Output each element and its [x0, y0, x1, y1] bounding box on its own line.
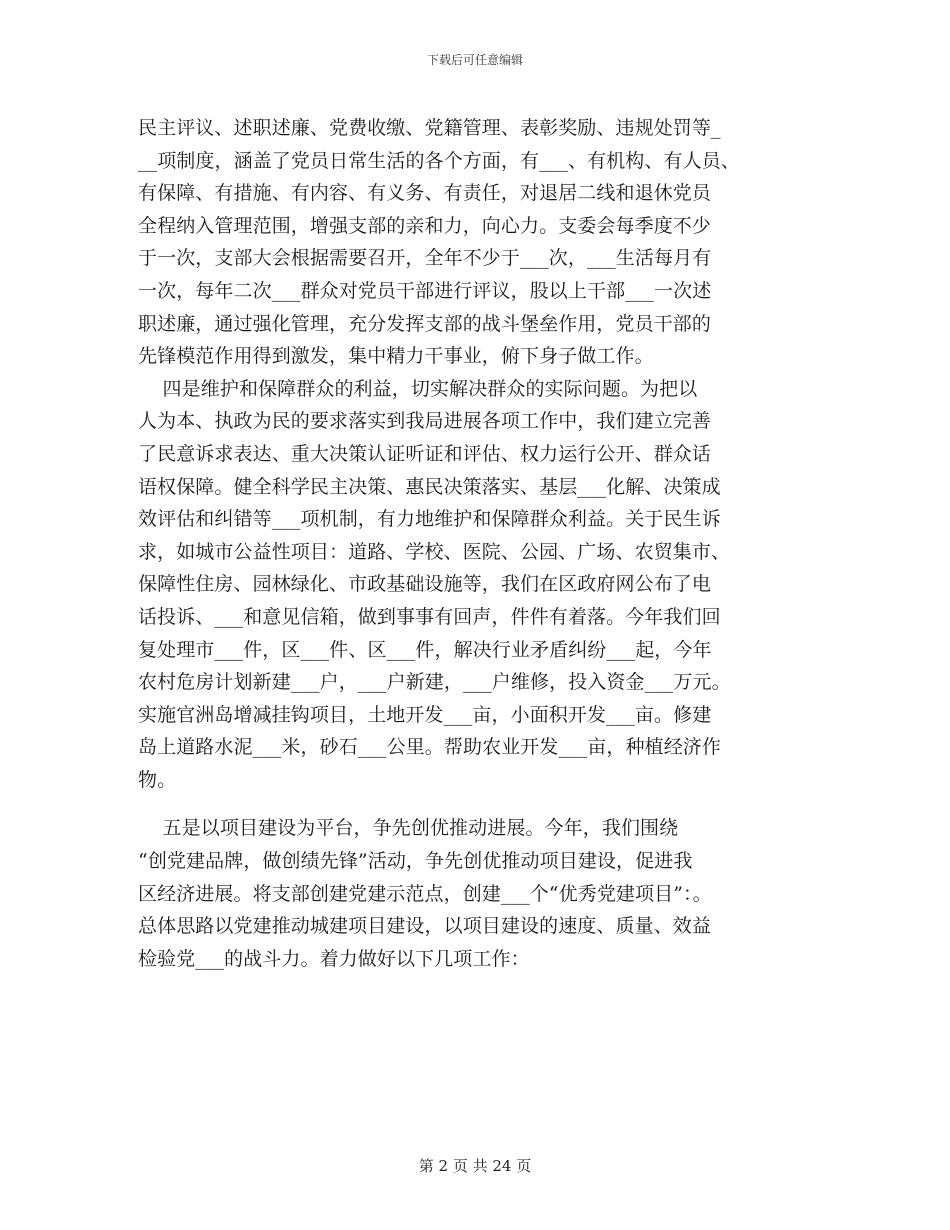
text-line: 职述廉，通过强化管理，充分发挥支部的战斗堡垒作用，党员干部的 [138, 312, 712, 335]
text-line: 话投诉、___和意见信箱，做到事事有回声，件件有着落。今年我们回 [138, 605, 721, 628]
text-line: 先锋模范作用得到激发，集中精力干事业，俯下身子做工作。 [138, 345, 654, 368]
text-line: 人为本、执政为民的要求落实到我局进展各项工作中，我们建立完善 [138, 410, 712, 433]
paragraph [138, 812, 828, 975]
text-line: 区经济进展。将支部创建党建示范点，创建___个“优秀党建项目”：。 [138, 882, 712, 905]
paragraph [138, 373, 828, 797]
text-line: 全程纳入管理范围，增强支部的亲和力，向心力。支委会每季度不少 [138, 214, 712, 237]
text-line: “创党建品牌，做创绩先锋”活动，争先创优推动项目建设，促进我 [138, 850, 693, 873]
text-line: 一次，每年二次___群众对党员干部进行评议，股以上干部___一次述 [138, 279, 712, 302]
text-line: 了民意诉求表达、重大决策认证听证和评估、权力运行公开、群众话 [138, 442, 712, 465]
text-line: 农村危房计划新建___户，___户新建，___户维修，投入资金___万元。 [138, 671, 731, 694]
text-line: 效评估和纠错等___项机制，有力地维护和保障群众利益。关于民生诉 [138, 508, 721, 531]
text-line: 物。 [138, 768, 177, 791]
paragraph-spacer [138, 796, 828, 812]
text-line: 民主评议、述职述廉、党费收缴、党籍管理、表彰奖励、违规处罚等_ [138, 117, 721, 139]
text-line: 实施官洲岛增减挂钩项目，土地开发___亩，小面积开发___亩。修建 [138, 703, 712, 726]
text-line: 岛上道路水泥___米，砂石___公里。帮助农业开发___亩，种植经济作 [138, 736, 722, 759]
page-footer: 第 2 页 共 24 页 [418, 1157, 532, 1175]
document-body [138, 112, 828, 975]
page-header: 下载后可任意编辑 [426, 53, 523, 67]
text-line: 语权保障。健全科学民主决策、惠民决策落实、基层___化解、决策成 [138, 475, 721, 498]
paragraph [138, 112, 828, 373]
text-line: 于一次，支部大会根据需要召开，全年不少于___次，___生活每月有 [138, 247, 712, 270]
text-line: 有保障、有措施、有内容、有义务、有责任，对退居二线和退休党员 [138, 182, 712, 205]
text-line: 检验党___的战斗力。着力做好以下几项工作： [138, 947, 530, 970]
text-line: 四是维护和保障群众的利益，切实解决群众的实际问题。为把以 [138, 377, 698, 400]
text-line: __项制度，涵盖了党员日常生活的各个方面，有___、有机构、有人员、 [138, 149, 740, 172]
text-line: 复处理市___件，区___件、区___件，解决行业矛盾纠纷___起，今年 [138, 638, 712, 661]
text-line: 五是以项目建设为平台，争先创优推动进展。今年，我们围绕 [138, 817, 679, 840]
text-line: 保障性住房、园林绿化、市政基础设施等，我们在区政府网公布了电 [138, 573, 712, 596]
text-line: 求，如城市公益性项目：道路、学校、医院、公园、广场、农贸集市、 [138, 540, 731, 563]
text-line: 总体思路以党建推动城建项目建设，以项目建设的速度、质量、效益 [138, 915, 712, 938]
